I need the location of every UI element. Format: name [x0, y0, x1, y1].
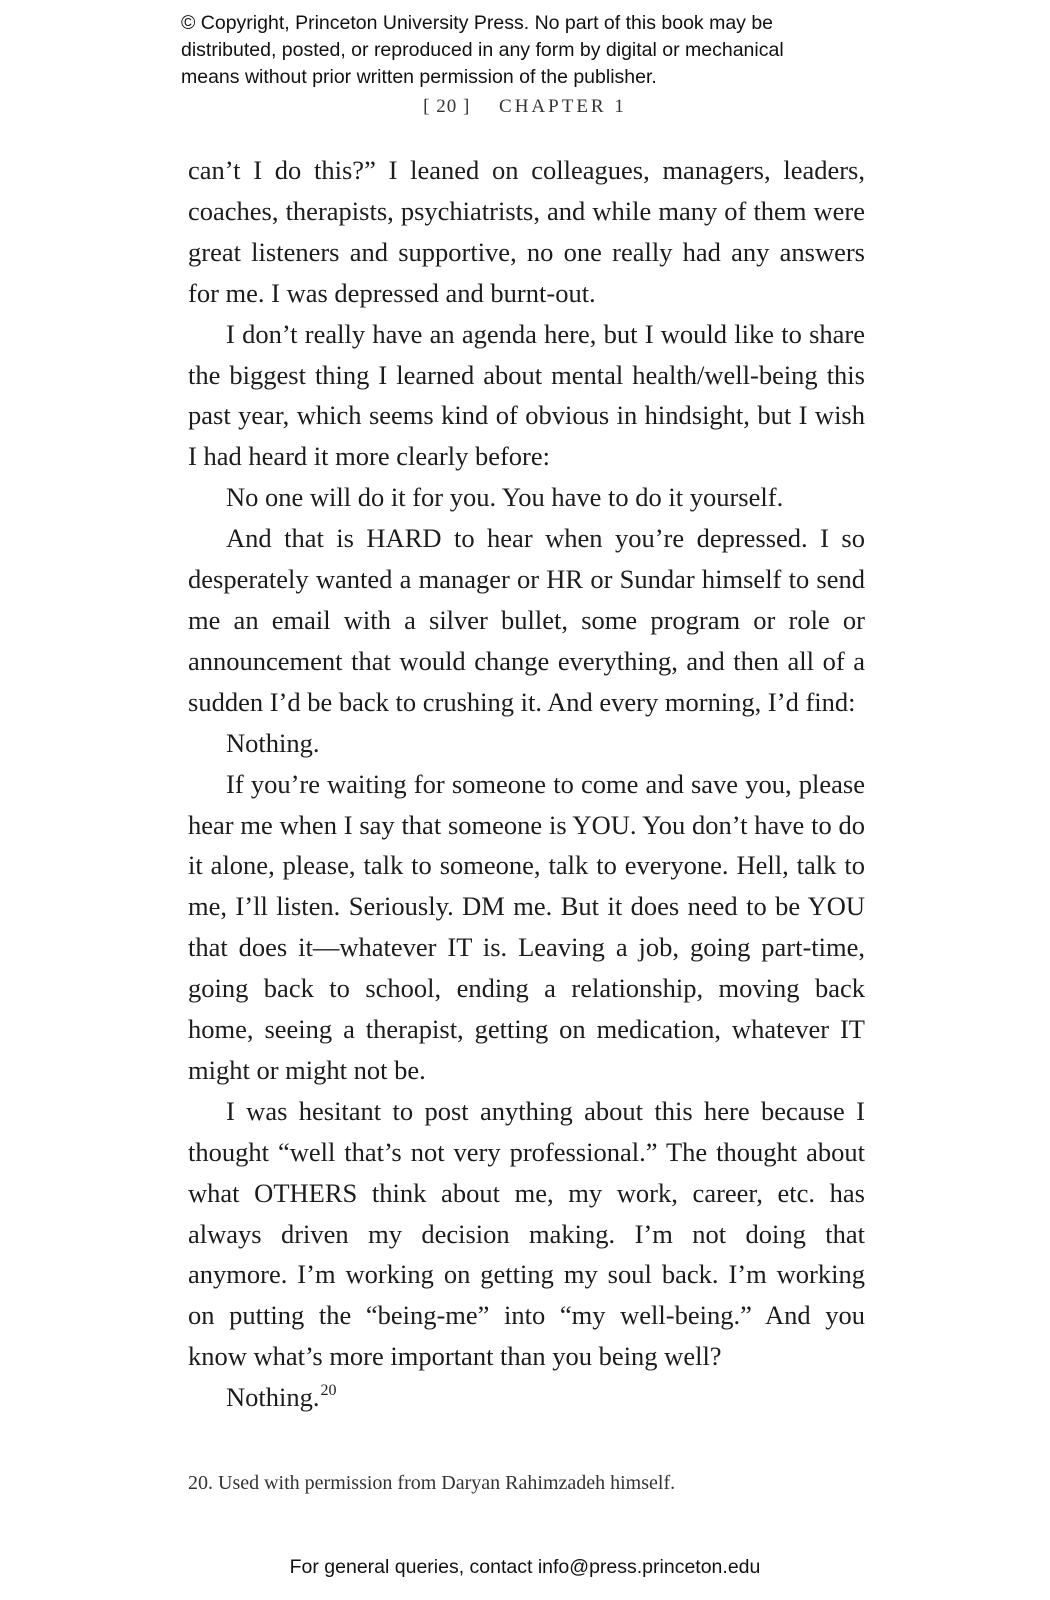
copyright-line: means without prior written permission of the publisher. — [181, 66, 657, 88]
footnote-reference[interactable]: 20 — [320, 1382, 337, 1400]
paragraph: If you’re waiting for someone to come and save you, please hear me when I say that someone is YOU. You don’t have to do it alone, please, talk to someone, talk to everyone. Hell, talk to me, I’ll listen. Seriously. DM me. But it does need to be YOU that does it—whatever IT is. Leaving a job, going part-time, going back to school, ending a relationship, moving back home, seeing a therapist, getting on medication, whatever IT might or might not be. — [188, 768, 865, 1085]
paragraph: No one will do it for you. You have to do it yourself. — [226, 482, 784, 513]
paragraph-text: Nothing. — [226, 1382, 320, 1413]
copyright-line: © Copyright, Princeton University Press. No part of this book may be — [181, 12, 774, 34]
copyright-line: distributed, posted, or reproduced in any form by digital or mechanical — [181, 39, 784, 61]
page-number: [ 20 ] — [423, 96, 471, 117]
copyright-notice — [181, 10, 901, 91]
body-text — [188, 150, 865, 1418]
paragraph: I don’t really have an agenda here, but I would like to share the biggest thing I learned about mental health/well-being this past year, which seems kind of obvious in hindsight, but I wish I had heard it more clearly before: — [188, 318, 865, 472]
chapter-label: CHAPTER 1 — [499, 96, 627, 117]
page-footer: For general queries, contact info@press.princeton.edu — [289, 1556, 761, 1578]
running-head — [0, 96, 1050, 118]
footnote: 20. Used with permission from Daryan Rahimzadeh himself. — [188, 1472, 676, 1494]
paragraph: Nothing. — [226, 727, 320, 758]
paragraph-final — [188, 1377, 865, 1418]
paragraph: I was hesitant to post anything about this here because I thought “well that’s not very professional.” The thought about what OTHERS think about me, my work, career, etc. has always driven my decision making. I’m not doing that anymore. I’m working on getting my soul back. I’m working on putting the “being-me” into “my well-being.” And you know what’s more important than you being well? — [188, 1095, 865, 1372]
paragraph: can’t I do this?” I leaned on colleagues, managers, leaders, coaches, therapists, psychiatrists, and while many of them were great listeners and supportive, no one really had any answers for me. I was depressed and burnt-out. — [188, 155, 865, 308]
paragraph: And that is HARD to hear when you’re depressed. I so desperately wanted a manager or HR or Sundar himself to send me an email with a silver bullet, some program or role or announcement that would change everything, and then all of a sudden I’d be back to crushing it. And every morning, I’d find: — [188, 523, 865, 717]
